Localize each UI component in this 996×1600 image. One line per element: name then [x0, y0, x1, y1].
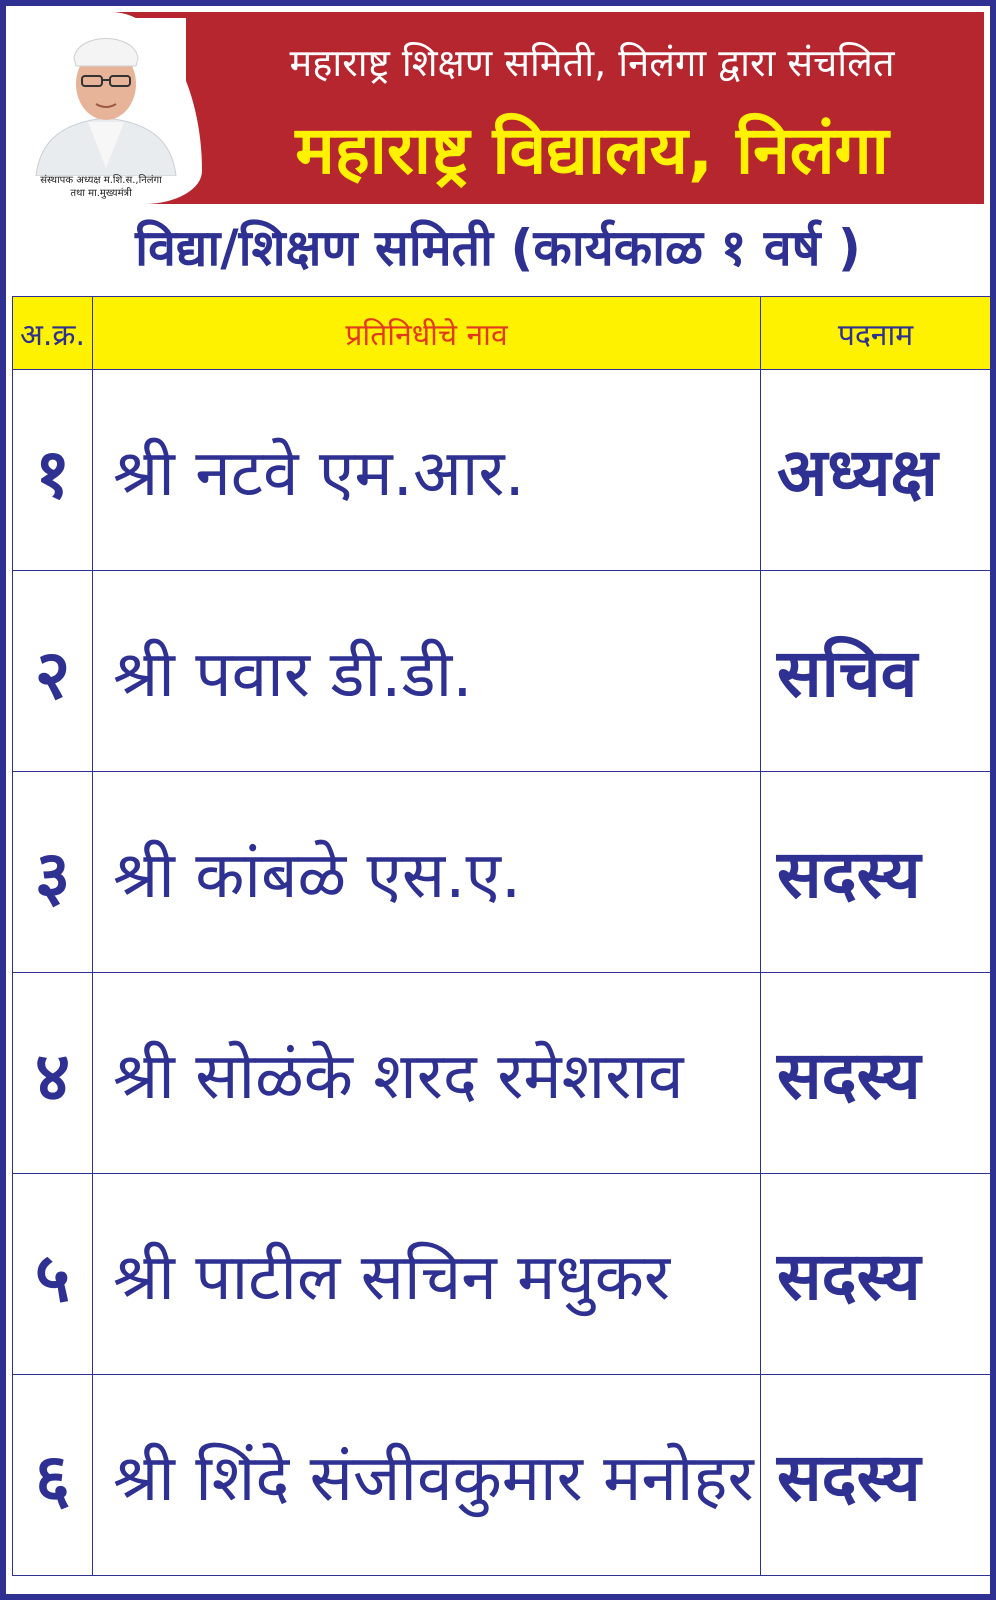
- header-designation: पदनाम: [761, 297, 991, 370]
- committee-table: [12, 296, 991, 1576]
- header-banner: [12, 12, 984, 204]
- founder-caption-line2: तथा मा.मुख्यमंत्री: [70, 188, 132, 199]
- header-representative-name: प्रतिनिधीचे नाव: [93, 297, 761, 370]
- member-designation: सदस्य: [761, 973, 991, 1174]
- table-row: [13, 571, 991, 772]
- header-serial-number: अ.क्र.: [13, 297, 93, 370]
- member-designation: सचिव: [761, 571, 991, 772]
- member-name: श्री शिंदे संजीवकुमार मनोहर: [93, 1375, 761, 1576]
- member-designation: सदस्य: [761, 1174, 991, 1375]
- serial-number: ३: [13, 772, 93, 973]
- member-name: श्री नटवे एम.आर.: [93, 370, 761, 571]
- member-designation: सदस्य: [761, 1375, 991, 1576]
- serial-number: ४: [13, 973, 93, 1174]
- serial-number: २: [13, 571, 93, 772]
- serial-number: ६: [13, 1375, 93, 1576]
- member-designation: सदस्य: [761, 772, 991, 973]
- member-name: श्री कांबळे एस.ए.: [93, 772, 761, 973]
- founder-photo-panel: [12, 12, 202, 204]
- founder-caption-line1: संस्थापक अध्यक्ष म.शि.स.,निलंगा: [40, 175, 162, 186]
- member-name: श्री पवार डी.डी.: [93, 571, 761, 772]
- school-name: महाराष्ट्र विद्यालय, निलंगा: [295, 112, 889, 189]
- table-row: [13, 370, 991, 571]
- serial-number: ५: [13, 1174, 93, 1375]
- serial-number: १: [13, 370, 93, 571]
- member-designation: अध्यक्ष: [761, 370, 991, 571]
- table-header-row: [13, 297, 991, 370]
- table-row: [13, 973, 991, 1174]
- table-row: [13, 1375, 991, 1576]
- table-row: [13, 1174, 991, 1375]
- member-name: श्री पाटील सचिन मधुकर: [93, 1174, 761, 1375]
- organization-line: महाराष्ट्र शिक्षण समिती, निलंगा द्वारा संचलित: [289, 41, 895, 85]
- founder-portrait-icon: [26, 18, 186, 176]
- founder-caption: [12, 174, 190, 200]
- table-row: [13, 772, 991, 973]
- member-name: श्री सोळंके शरद रमेशराव: [93, 973, 761, 1174]
- committee-title: विद्या/शिक्षण समिती (कार्यकाळ १ वर्ष ): [135, 219, 861, 277]
